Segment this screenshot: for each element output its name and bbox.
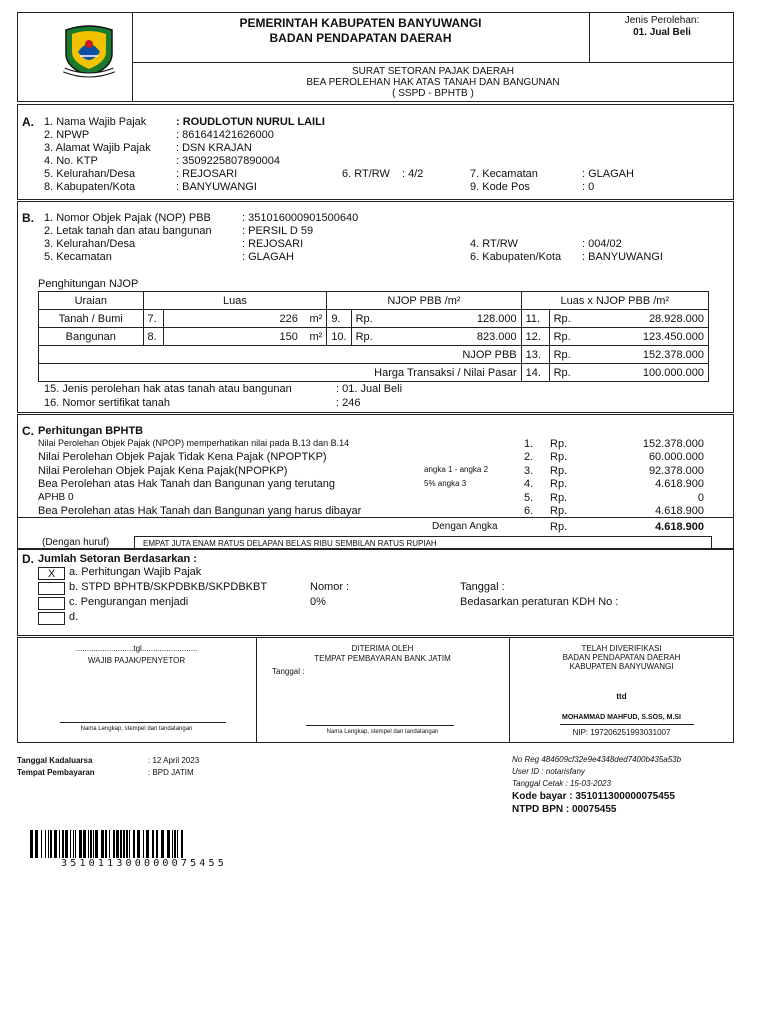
- row-luas: 150: [163, 328, 302, 346]
- barcode-bar: [101, 830, 104, 858]
- barcode-bar: [174, 830, 176, 858]
- row-label: Harga Transaksi / Nilai Pasar: [39, 364, 522, 382]
- section-d-title: Jumlah Setoran Berdasarkan :: [38, 553, 197, 565]
- b-nop-label: 1. Nomor Objek Pajak (NOP) PBB: [44, 212, 211, 224]
- njop-table: [38, 291, 709, 382]
- b-kel-label: 3. Kelurahan/Desa: [44, 238, 136, 250]
- c-value-3: 92.378.000: [648, 465, 704, 477]
- row-label: NJOP PBB: [39, 346, 522, 364]
- c-label-5: APHB 0: [38, 492, 74, 503]
- a-kec-label: 7. Kecamatan: [470, 168, 538, 180]
- c-no-3: 3.: [524, 465, 534, 477]
- checkbox-a[interactable]: X: [38, 567, 65, 580]
- a-value-4: : 3509225807890004: [176, 155, 280, 167]
- sig3-title-2: BADAN PENDAPATAN DAERAH: [562, 653, 681, 662]
- barcode-bar: [146, 830, 149, 858]
- gov-title: PEMERINTAH KABUPATEN BANYUWANGI: [239, 16, 482, 30]
- d-kdh: Bedasarkan peraturan KDH No :: [460, 596, 619, 608]
- barcode-bar: [105, 830, 107, 858]
- b-nop-value: : 351016000901500640: [242, 212, 359, 224]
- row-no3: 11.: [521, 310, 549, 328]
- section-c-title: Perhitungan BPHTB: [38, 425, 144, 437]
- barcode-bar: [75, 830, 76, 858]
- c-no-1: 1.: [524, 438, 534, 450]
- d-tanggal: Tanggal :: [460, 581, 505, 593]
- c-label-2: Nilai Perolehan Objek Pajak Tidak Kena Pajak (NPOPTKP): [38, 451, 327, 463]
- kadaluarsa-label: Tanggal Kadaluarsa: [17, 756, 93, 765]
- barcode-bar: [181, 830, 183, 858]
- row-no3: 13.: [521, 346, 549, 364]
- th-njop: NJOP PBB /m²: [327, 292, 521, 310]
- b-kab-value: : BANYUWANGI: [582, 251, 663, 263]
- th-uraian: Uraian: [39, 292, 144, 310]
- barcode-bar: [30, 830, 33, 858]
- c-note-4: 5% angka 3: [424, 479, 467, 488]
- barcode-bar: [41, 830, 42, 858]
- d-label-d: d.: [69, 611, 79, 623]
- b-kab-label: 6. Kabupaten/Kota: [470, 251, 562, 263]
- d-label-c: c. Pengurangan menjadi: [69, 596, 189, 608]
- row-rp: Rp.: [351, 310, 381, 328]
- barcode-bar: [129, 830, 130, 858]
- barcode-bar: [59, 830, 60, 858]
- barcode-bar: [45, 830, 46, 858]
- user-id: User ID : notarisfany: [512, 767, 585, 776]
- d-value-c: 0%: [310, 596, 326, 608]
- c-no-5: 5.: [524, 492, 534, 504]
- c-value-2: 60.000.000: [648, 451, 704, 463]
- table-row: [39, 310, 709, 328]
- barcode-bar: [116, 830, 119, 858]
- jenis-perolehan-label: Jenis Perolehan:: [624, 15, 700, 26]
- barcode: [30, 830, 258, 870]
- barcode-bar: [161, 830, 164, 858]
- table-row: [39, 346, 709, 364]
- c-value-6: 4.618.900: [655, 505, 704, 517]
- sig2-tanggal: Tanggal :: [272, 667, 305, 676]
- a-label-3: 3. Alamat Wajib Pajak: [44, 142, 151, 154]
- a-rtrw-value: : 4/2: [402, 168, 424, 180]
- barcode-bar: [156, 830, 158, 858]
- barcode-bar: [73, 830, 74, 858]
- row-no3: 14.: [521, 364, 549, 382]
- barcode-text: 351011300000075455: [61, 858, 227, 869]
- sig1-date: ..........................tgl.........................: [75, 644, 198, 653]
- row-total: 28.928.000: [579, 310, 708, 328]
- d-nomor: Nomor :: [310, 581, 350, 593]
- a-label-8: 8. Kabupaten/Kota: [44, 181, 136, 193]
- sig2-title-1: DITERIMA OLEH: [351, 644, 414, 653]
- section-c-letter: C.: [22, 424, 34, 438]
- a-kodepos-value: : 0: [582, 181, 595, 193]
- row-total: 123.450.000: [579, 328, 708, 346]
- section-a-letter: A.: [22, 115, 34, 129]
- tempat-bayar-value: : BPD JATIM: [148, 768, 194, 777]
- barcode-bar: [137, 830, 140, 858]
- section-d-letter: D.: [22, 552, 34, 566]
- barcode-bar: [95, 830, 98, 858]
- njop-title: Penghitungan NJOP: [38, 278, 139, 290]
- kadaluarsa-value: : 12 April 2023: [148, 756, 200, 765]
- barcode-bar: [50, 830, 52, 858]
- c-label-6: Bea Perolehan atas Hak Tanah dan Bangunan yang harus dibayar: [38, 505, 362, 517]
- a-label-2: 2. NPWP: [44, 129, 90, 141]
- a-kodepos-label: 9. Kode Pos: [470, 181, 530, 193]
- barcode-bar: [126, 830, 128, 858]
- c-value-5: 0: [697, 492, 704, 504]
- a-label-1: 1. Nama Wajib Pajak: [44, 116, 147, 128]
- form-title-1: SURAT SETORAN PAJAK DAERAH: [351, 66, 515, 77]
- sig2-title-2: TEMPAT PEMBAYARAN BANK JATIM: [314, 654, 451, 663]
- a-label-5: 5. Kelurahan/Desa: [44, 168, 136, 180]
- tanggal-cetak: Tanggal Cetak : 15-03-2023: [512, 779, 611, 788]
- dengan-huruf-value: EMPAT JUTA ENAM RATUS DELAPAN BELAS RIBU SEMBILAN RATUS RUPIAH: [134, 536, 712, 550]
- kode-bayar: Kode bayar : 351011300000075455: [512, 791, 675, 802]
- dengan-huruf-label: (Dengan huruf): [42, 537, 110, 548]
- b-rtrw-label: 4. RT/RW: [470, 238, 518, 250]
- item15-value: : 01. Jual Beli: [336, 383, 403, 395]
- barcode-bar: [109, 830, 110, 858]
- c-label-1: Nilai Perolehan Objek Pajak (NPOP) memperhatikan nilai pada B.13 dan B.14: [38, 438, 350, 448]
- row-rp2: Rp.: [549, 346, 579, 364]
- noreg: No Reg 484609cf32e9e4348ded7400b435a53b: [512, 755, 682, 764]
- barcode-bar: [35, 830, 38, 858]
- agency-title: BADAN PENDAPATAN DAERAH: [269, 31, 452, 45]
- barcode-bar: [93, 830, 94, 858]
- barcode-bar: [152, 830, 154, 858]
- sig3-nip: NIP: 197206251993031007: [572, 728, 671, 737]
- c-rp-1: Rp.: [550, 438, 568, 450]
- barcode-bar: [167, 830, 170, 858]
- form-title-2: BEA PEROLEHAN HAK ATAS TANAH DAN BANGUNAN: [306, 77, 560, 88]
- item16-label: 16. Nomor sertifikat tanah: [44, 397, 170, 409]
- row-total: 152.378.000: [579, 346, 708, 364]
- barcode-bar: [70, 830, 71, 858]
- sig3-title-1: TELAH DIVERIFIKASI: [581, 644, 662, 653]
- ntpd-bpn: NTPD BPN : 00075455: [512, 804, 617, 815]
- barcode-bar: [172, 830, 173, 858]
- dengan-angka-label: Dengan Angka: [432, 521, 498, 532]
- c-rp-3: Rp.: [550, 465, 568, 477]
- row-label: Tanah / Bumi: [39, 310, 144, 328]
- sig3-name: MOHAMMAD MAHFUD, S.SOS, M.SI: [562, 714, 681, 721]
- jenis-perolehan-value: 01. Jual Beli: [633, 27, 691, 38]
- b-letak-label: 2. Letak tanah dan atau bangunan: [44, 225, 212, 237]
- item15-label: 15. Jenis perolehan hak atas tanah atau bangunan: [44, 383, 292, 395]
- row-no3: 12.: [521, 328, 549, 346]
- a-value-8: : BANYUWANGI: [176, 181, 257, 193]
- row-no2: 10.: [327, 328, 351, 346]
- row-total: 100.000.000: [579, 364, 708, 382]
- sig2-caption: Nama Lengkap, stempel dan tandatangan: [326, 729, 439, 735]
- c-value-4: 4.618.900: [655, 478, 704, 490]
- c-label-3: Nilai Perolehan Objek Pajak Kena Pajak(NPOPKP): [38, 465, 288, 477]
- a-rtrw-label: 6. RT/RW: [342, 168, 390, 180]
- b-rtrw-value: : 004/02: [582, 238, 622, 250]
- barcode-bar: [54, 830, 57, 858]
- tempat-bayar-label: Tempat Pembayaran: [17, 768, 95, 777]
- row-rp2: Rp.: [549, 310, 579, 328]
- c-rp-6: Rp.: [550, 505, 568, 517]
- barcode-bar: [120, 830, 122, 858]
- a-value-2: : 861641421626000: [176, 129, 274, 141]
- barcode-bar: [79, 830, 82, 858]
- row-unit: m²: [302, 310, 327, 328]
- a-value-3: : DSN KRAJAN: [176, 142, 252, 154]
- njop-header-row: [39, 292, 709, 310]
- c-no-6: 6.: [524, 505, 534, 517]
- c-note-3: angka 1 - angka 2: [424, 465, 489, 474]
- dengan-angka-value: 4.618.900: [655, 521, 704, 533]
- sig3-ttd: ttd: [616, 692, 627, 701]
- b-kel-value: : REJOSARI: [242, 238, 304, 250]
- row-no: 8.: [143, 328, 163, 346]
- dengan-angka-rp: Rp.: [550, 521, 568, 533]
- checkbox-b[interactable]: [38, 582, 65, 595]
- th-luas-njop: Luas x NJOP PBB /m²: [521, 292, 708, 310]
- barcode-bar: [123, 830, 125, 858]
- a-kec-value: : GLAGAH: [582, 168, 634, 180]
- d-label-a: a. Perhitungan Wajib Pajak: [69, 566, 202, 578]
- table-row: [39, 364, 709, 382]
- row-label: Bangunan: [39, 328, 144, 346]
- barcode-bar: [62, 830, 64, 858]
- sig1-title: WAJIB PAJAK/PENYETOR: [87, 656, 186, 665]
- barcode-bar: [83, 830, 86, 858]
- row-luas: 226: [163, 310, 302, 328]
- item16-value: : 246: [336, 397, 361, 409]
- c-rp-2: Rp.: [550, 451, 568, 463]
- table-row: [39, 328, 709, 346]
- row-no2: 9.: [327, 310, 351, 328]
- barcode-bar: [48, 830, 49, 858]
- a-value-1: : ROUDLOTUN NURUL LAILI: [176, 116, 325, 128]
- row-rp2: Rp.: [549, 328, 579, 346]
- c-label-4: Bea Perolehan atas Hak Tanah dan Bangunan yang terutang: [38, 478, 336, 490]
- c-no-4: 4.: [524, 478, 534, 490]
- b-kec-label: 5. Kecamatan: [44, 251, 112, 263]
- barcode-bar: [65, 830, 68, 858]
- barcode-bar: [177, 830, 178, 858]
- b-kec-value: : GLAGAH: [242, 251, 294, 263]
- row-njop: 128.000: [381, 310, 521, 328]
- c-rp-4: Rp.: [550, 478, 568, 490]
- section-b-letter: B.: [22, 211, 34, 225]
- a-value-5: : REJOSARI: [176, 168, 238, 180]
- a-label-4: 4. No. KTP: [44, 155, 98, 167]
- checkbox-c[interactable]: [38, 597, 65, 610]
- sig1-caption: Nama Lengkap, stempel dan tandatangan: [80, 726, 193, 732]
- barcode-bar: [88, 830, 89, 858]
- barcode-bar: [143, 830, 144, 858]
- c-no-2: 2.: [524, 451, 534, 463]
- checkbox-d[interactable]: [38, 612, 65, 625]
- b-letak-value: : PERSIL D 59: [242, 225, 314, 237]
- row-no: 7.: [143, 310, 163, 328]
- barcode-bar: [133, 830, 135, 858]
- sig3-title-3: KABUPATEN BANYUWANGI: [569, 662, 674, 671]
- th-luas: Luas: [143, 292, 327, 310]
- row-unit: m²: [302, 328, 327, 346]
- form-title-3: ( SSPD - BPHTB ): [392, 88, 474, 99]
- banyuwangi-logo: [58, 22, 120, 80]
- c-rp-5: Rp.: [550, 492, 568, 504]
- barcode-bar: [113, 830, 115, 858]
- row-rp: Rp.: [351, 328, 381, 346]
- barcode-bar: [90, 830, 92, 858]
- c-value-1: 152.378.000: [642, 438, 704, 450]
- row-njop: 823.000: [381, 328, 521, 346]
- row-rp2: Rp.: [549, 364, 579, 382]
- d-label-b: b. STPD BPHTB/SKPDBKB/SKPDBKBT: [69, 581, 268, 593]
